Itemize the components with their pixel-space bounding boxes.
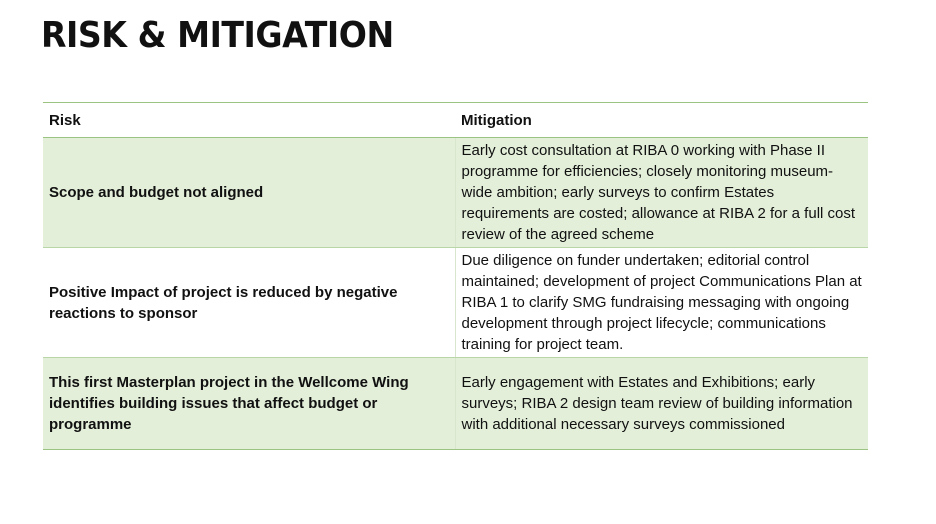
table-row xyxy=(43,358,868,450)
mitigation-cell: Early engagement with Estates and Exhibitions; early surveys; RIBA 2 design team review of building information with additional necessary surveys commissioned xyxy=(455,358,868,450)
mitigation-cell: Early cost consultation at RIBA 0 working with Phase II programme for efficiencies; closely monitoring museum-wide ambition; early surveys to confirm Estates requirements are costed; allowance at RIBA 2 for a full cost review of the agreed scheme xyxy=(455,138,868,248)
table-row xyxy=(43,248,868,358)
risk-cell: Positive Impact of project is reduced by negative reactions to sponsor xyxy=(43,248,455,358)
risk-cell: This first Masterplan project in the Wellcome Wing identifies building issues that affect budget or programme xyxy=(43,358,455,450)
table-header-row xyxy=(43,103,868,138)
slide-title: RISK & MITIGATION xyxy=(41,15,394,56)
risk-column-header: Risk xyxy=(43,103,455,138)
table-row xyxy=(43,138,868,248)
mitigation-cell: Due diligence on funder undertaken; editorial control maintained; development of project Communications Plan at RIBA 1 to clarify SMG fundraising messaging with ongoing development through project lifecycle; communications training for project team. xyxy=(455,248,868,358)
mitigation-column-header: Mitigation xyxy=(455,103,868,138)
risk-cell: Scope and budget not aligned xyxy=(43,138,455,248)
risk-mitigation-table xyxy=(43,102,868,450)
